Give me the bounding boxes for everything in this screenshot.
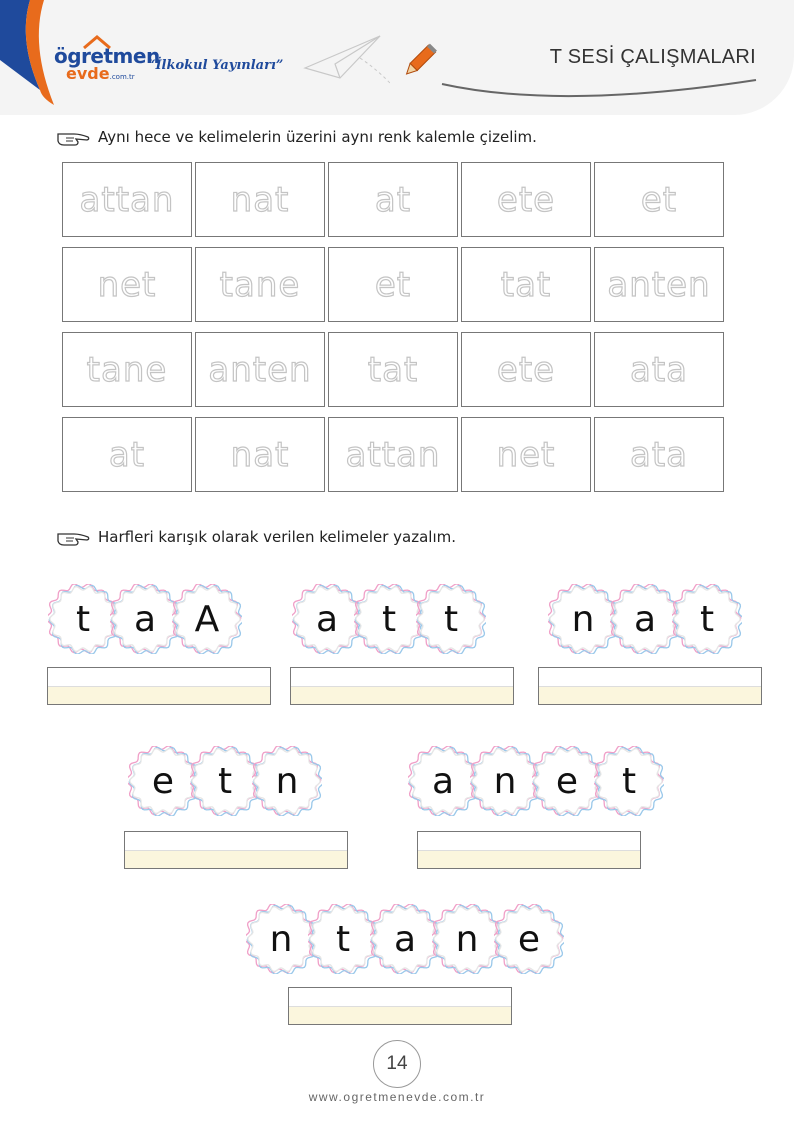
grid-cell	[62, 247, 192, 322]
grid-word: tane	[219, 264, 301, 305]
page-number: 14	[373, 1040, 421, 1088]
letter-bubble: a	[408, 746, 478, 816]
letter-bubble: n	[470, 746, 540, 816]
page-title: T SESİ ÇALIŞMALARI	[549, 46, 756, 68]
letter-bubble: n	[246, 904, 316, 974]
grid-word: attan	[79, 179, 175, 220]
grid-cell	[62, 332, 192, 407]
grid-cell	[594, 247, 724, 322]
pointing-hand-icon	[56, 126, 90, 148]
letter-group-4	[128, 746, 314, 816]
letter-group-5	[408, 746, 656, 816]
syllable-grid	[62, 162, 724, 492]
instruction-2	[56, 526, 456, 548]
letter-bubble: t	[416, 584, 486, 654]
answer-line-1[interactable]	[47, 667, 271, 705]
grid-word: ata	[629, 434, 688, 475]
grid-word: ata	[629, 349, 688, 390]
footer-website: www.ogretmenevde.com.tr	[308, 1090, 486, 1104]
grid-word: anten	[607, 264, 711, 305]
pencil-icon	[400, 42, 440, 82]
grid-word: tat	[500, 264, 552, 305]
house-icon	[82, 34, 112, 50]
letter-bubble: a	[110, 584, 180, 654]
grid-word: nat	[230, 434, 290, 475]
grid-word: net	[97, 264, 157, 305]
letter-bubble: a	[370, 904, 440, 974]
letter-bubble: t	[672, 584, 742, 654]
grid-cell	[328, 332, 458, 407]
instruction-2-text: Harfleri karışık olarak verilen kelimeler yazalım.	[98, 528, 457, 546]
grid-cell	[195, 162, 325, 237]
logo-line2: evde.com.tr	[66, 64, 135, 83]
grid-word: net	[496, 434, 556, 475]
grid-cell	[461, 247, 591, 322]
grid-cell	[328, 247, 458, 322]
grid-word: at	[374, 179, 412, 220]
letter-bubble: a	[292, 584, 362, 654]
pointing-hand-icon	[56, 526, 90, 548]
grid-cell	[328, 162, 458, 237]
grid-cell	[62, 417, 192, 492]
letter-group-2	[292, 584, 478, 654]
answer-line-3[interactable]	[538, 667, 762, 705]
grid-cell	[328, 417, 458, 492]
brand-logo	[54, 46, 160, 85]
logo-line1: ögretmen	[54, 44, 160, 68]
grid-word: tat	[367, 349, 419, 390]
corner-decoration	[0, 0, 60, 110]
letter-bubble: n	[548, 584, 618, 654]
letter-group-3	[548, 584, 734, 654]
grid-cell	[461, 332, 591, 407]
grid-cell	[195, 247, 325, 322]
header-curve	[440, 70, 760, 110]
instruction-1	[56, 126, 537, 148]
letter-group-6	[246, 904, 556, 974]
grid-word: et	[374, 264, 412, 305]
letter-bubble: e	[128, 746, 198, 816]
letter-bubble: a	[610, 584, 680, 654]
grid-cell	[594, 332, 724, 407]
grid-cell	[594, 417, 724, 492]
letter-bubble: e	[494, 904, 564, 974]
letter-bubble: e	[532, 746, 602, 816]
grid-word: at	[108, 434, 146, 475]
letter-bubble: t	[190, 746, 260, 816]
grid-cell	[461, 417, 591, 492]
grid-word: tane	[86, 349, 168, 390]
grid-cell	[461, 162, 591, 237]
letter-bubble: n	[432, 904, 502, 974]
grid-word: anten	[208, 349, 312, 390]
grid-word: et	[640, 179, 678, 220]
answer-line-5[interactable]	[417, 831, 641, 869]
grid-word: ete	[496, 179, 556, 220]
letter-bubble: A	[172, 584, 242, 654]
letter-bubble: t	[48, 584, 118, 654]
letter-bubble: t	[308, 904, 378, 974]
grid-cell	[195, 417, 325, 492]
answer-line-4[interactable]	[124, 831, 348, 869]
instruction-1-text: Aynı hece ve kelimelerin üzerini aynı renk kalemle çizelim.	[98, 128, 537, 146]
letter-group-1	[48, 584, 234, 654]
grid-word: ete	[496, 349, 556, 390]
letter-bubble: n	[252, 746, 322, 816]
answer-line-6[interactable]	[288, 987, 512, 1025]
letter-bubble: t	[354, 584, 424, 654]
grid-word: attan	[345, 434, 441, 475]
grid-word: nat	[230, 179, 290, 220]
paper-plane-icon	[300, 28, 390, 88]
letter-bubble: t	[594, 746, 664, 816]
slogan: “İlkokul Yayınları”	[148, 58, 284, 73]
grid-cell	[62, 162, 192, 237]
grid-cell	[195, 332, 325, 407]
answer-line-2[interactable]	[290, 667, 514, 705]
grid-cell	[594, 162, 724, 237]
